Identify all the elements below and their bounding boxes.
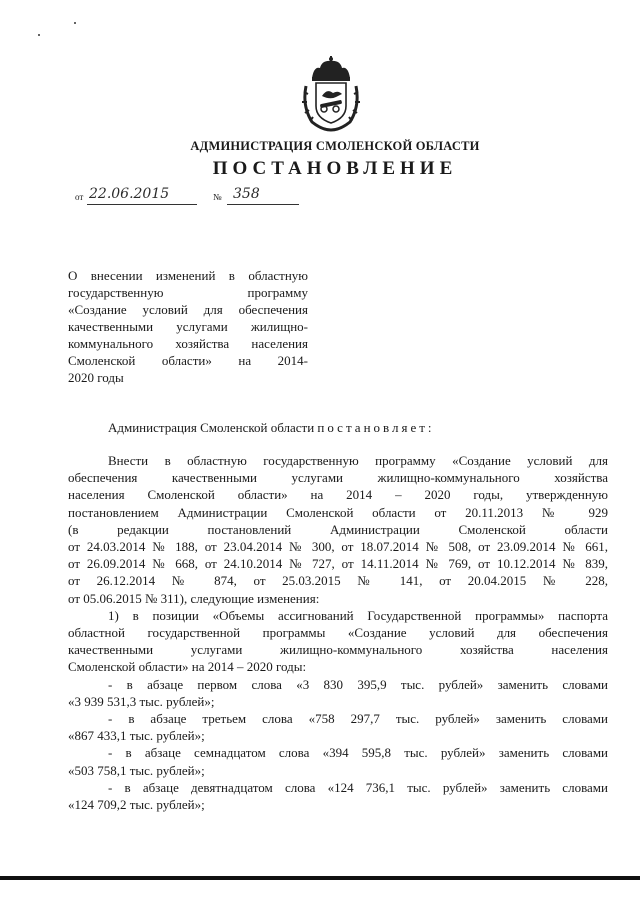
number-underline — [227, 204, 299, 205]
intro-prefix: Администрация Смоленской области — [108, 420, 315, 435]
page-bottom-rule — [0, 876, 640, 880]
date-value-handwritten: 22.06.2015 — [89, 186, 170, 202]
body-line: постановлением Администрации Смоленской области от 20.11.2013 № 929 — [68, 504, 608, 520]
body-line: от 26.12.2014 № 874, от 25.03.2015 № 141, от 20.04.2015 № 228, — [68, 573, 608, 589]
body-line: от 05.06.2015 № 311), следующие изменения: — [68, 590, 320, 606]
document-subject — [68, 267, 308, 386]
decree-intro — [108, 420, 435, 436]
coat-of-arms-emblem — [300, 56, 362, 132]
body-line: от 26.09.2014 № 668, от 24.10.2014 № 727, от 14.11.2014 № 769, от 10.12.2014 № 839, — [68, 556, 608, 572]
subject-line: О внесении изменений в областную — [68, 268, 308, 283]
date-label: от — [75, 192, 84, 202]
body-line: - в абзаце девятнадцатом слова «124 736,1 тыс. рублей» заменить словами — [108, 779, 608, 795]
body-line: от 24.03.2014 № 188, от 23.04.2014 № 300, от 18.07.2014 № 508, от 23.09.2014 № 661, — [68, 539, 608, 555]
subject-line: качественными услугами жилищно- — [68, 319, 308, 334]
body-line: 1) в позиции «Объемы ассигнований Государственной программы» паспорта — [108, 607, 608, 623]
body-line: Смоленской области» на 2014 – 2020 годы: — [68, 659, 307, 675]
date-underline — [87, 204, 197, 205]
subject-line: государственную программу — [68, 285, 308, 300]
body-line: - в абзаце третьем слова «758 297,7 тыс. рублей» заменить словами — [108, 711, 608, 727]
scan-speck — [38, 34, 40, 36]
body-line: «503 758,1 тыс. рублей»; — [68, 762, 205, 778]
number-value-handwritten: 358 — [233, 186, 260, 202]
number-label: № — [213, 192, 222, 202]
document-body — [68, 452, 608, 813]
subject-line: «Создание условий для обеспечения — [68, 302, 308, 317]
body-line: обеспечения качественными услугами жилищно-коммунального хозяйства — [68, 470, 608, 486]
body-line: «867 433,1 тыс. рублей»; — [68, 728, 205, 744]
subject-line: 2020 годы — [68, 370, 124, 385]
scan-speck — [74, 22, 76, 24]
body-line: Внести в областную государственную программу «Создание условий для — [108, 453, 608, 468]
body-line: «124 709,2 тыс. рублей»; — [68, 797, 205, 813]
intro-verb: постановляет: — [317, 420, 435, 435]
body-line: (в редакции постановлений Администрации Смоленской области — [68, 521, 608, 537]
body-line: - в абзаце семнадцатом слова «394 595,8 тыс. рублей» заменить словами — [108, 745, 608, 761]
body-line: населения Смоленской области» на 2014 – 2020 годы, утвержденную — [68, 487, 608, 503]
subject-line: коммунального хозяйства населения — [68, 336, 308, 351]
document-type-title: ПОСТАНОВЛЕНИЕ — [212, 158, 458, 179]
body-line: областной государственной программы «Создание условий для обеспечения — [68, 625, 608, 641]
body-line: качественными услугами жилищно-коммунального хозяйства населения — [68, 642, 608, 658]
organization-name: АДМИНИСТРАЦИЯ СМОЛЕНСКОЙ ОБЛАСТИ — [190, 139, 480, 153]
body-line: «3 939 531,3 тыс. рублей»; — [68, 693, 215, 709]
subject-line: Смоленской области» на 2014- — [68, 353, 308, 368]
body-line: - в абзаце первом слова «3 830 395,9 тыс. рублей» заменить словами — [108, 676, 608, 692]
